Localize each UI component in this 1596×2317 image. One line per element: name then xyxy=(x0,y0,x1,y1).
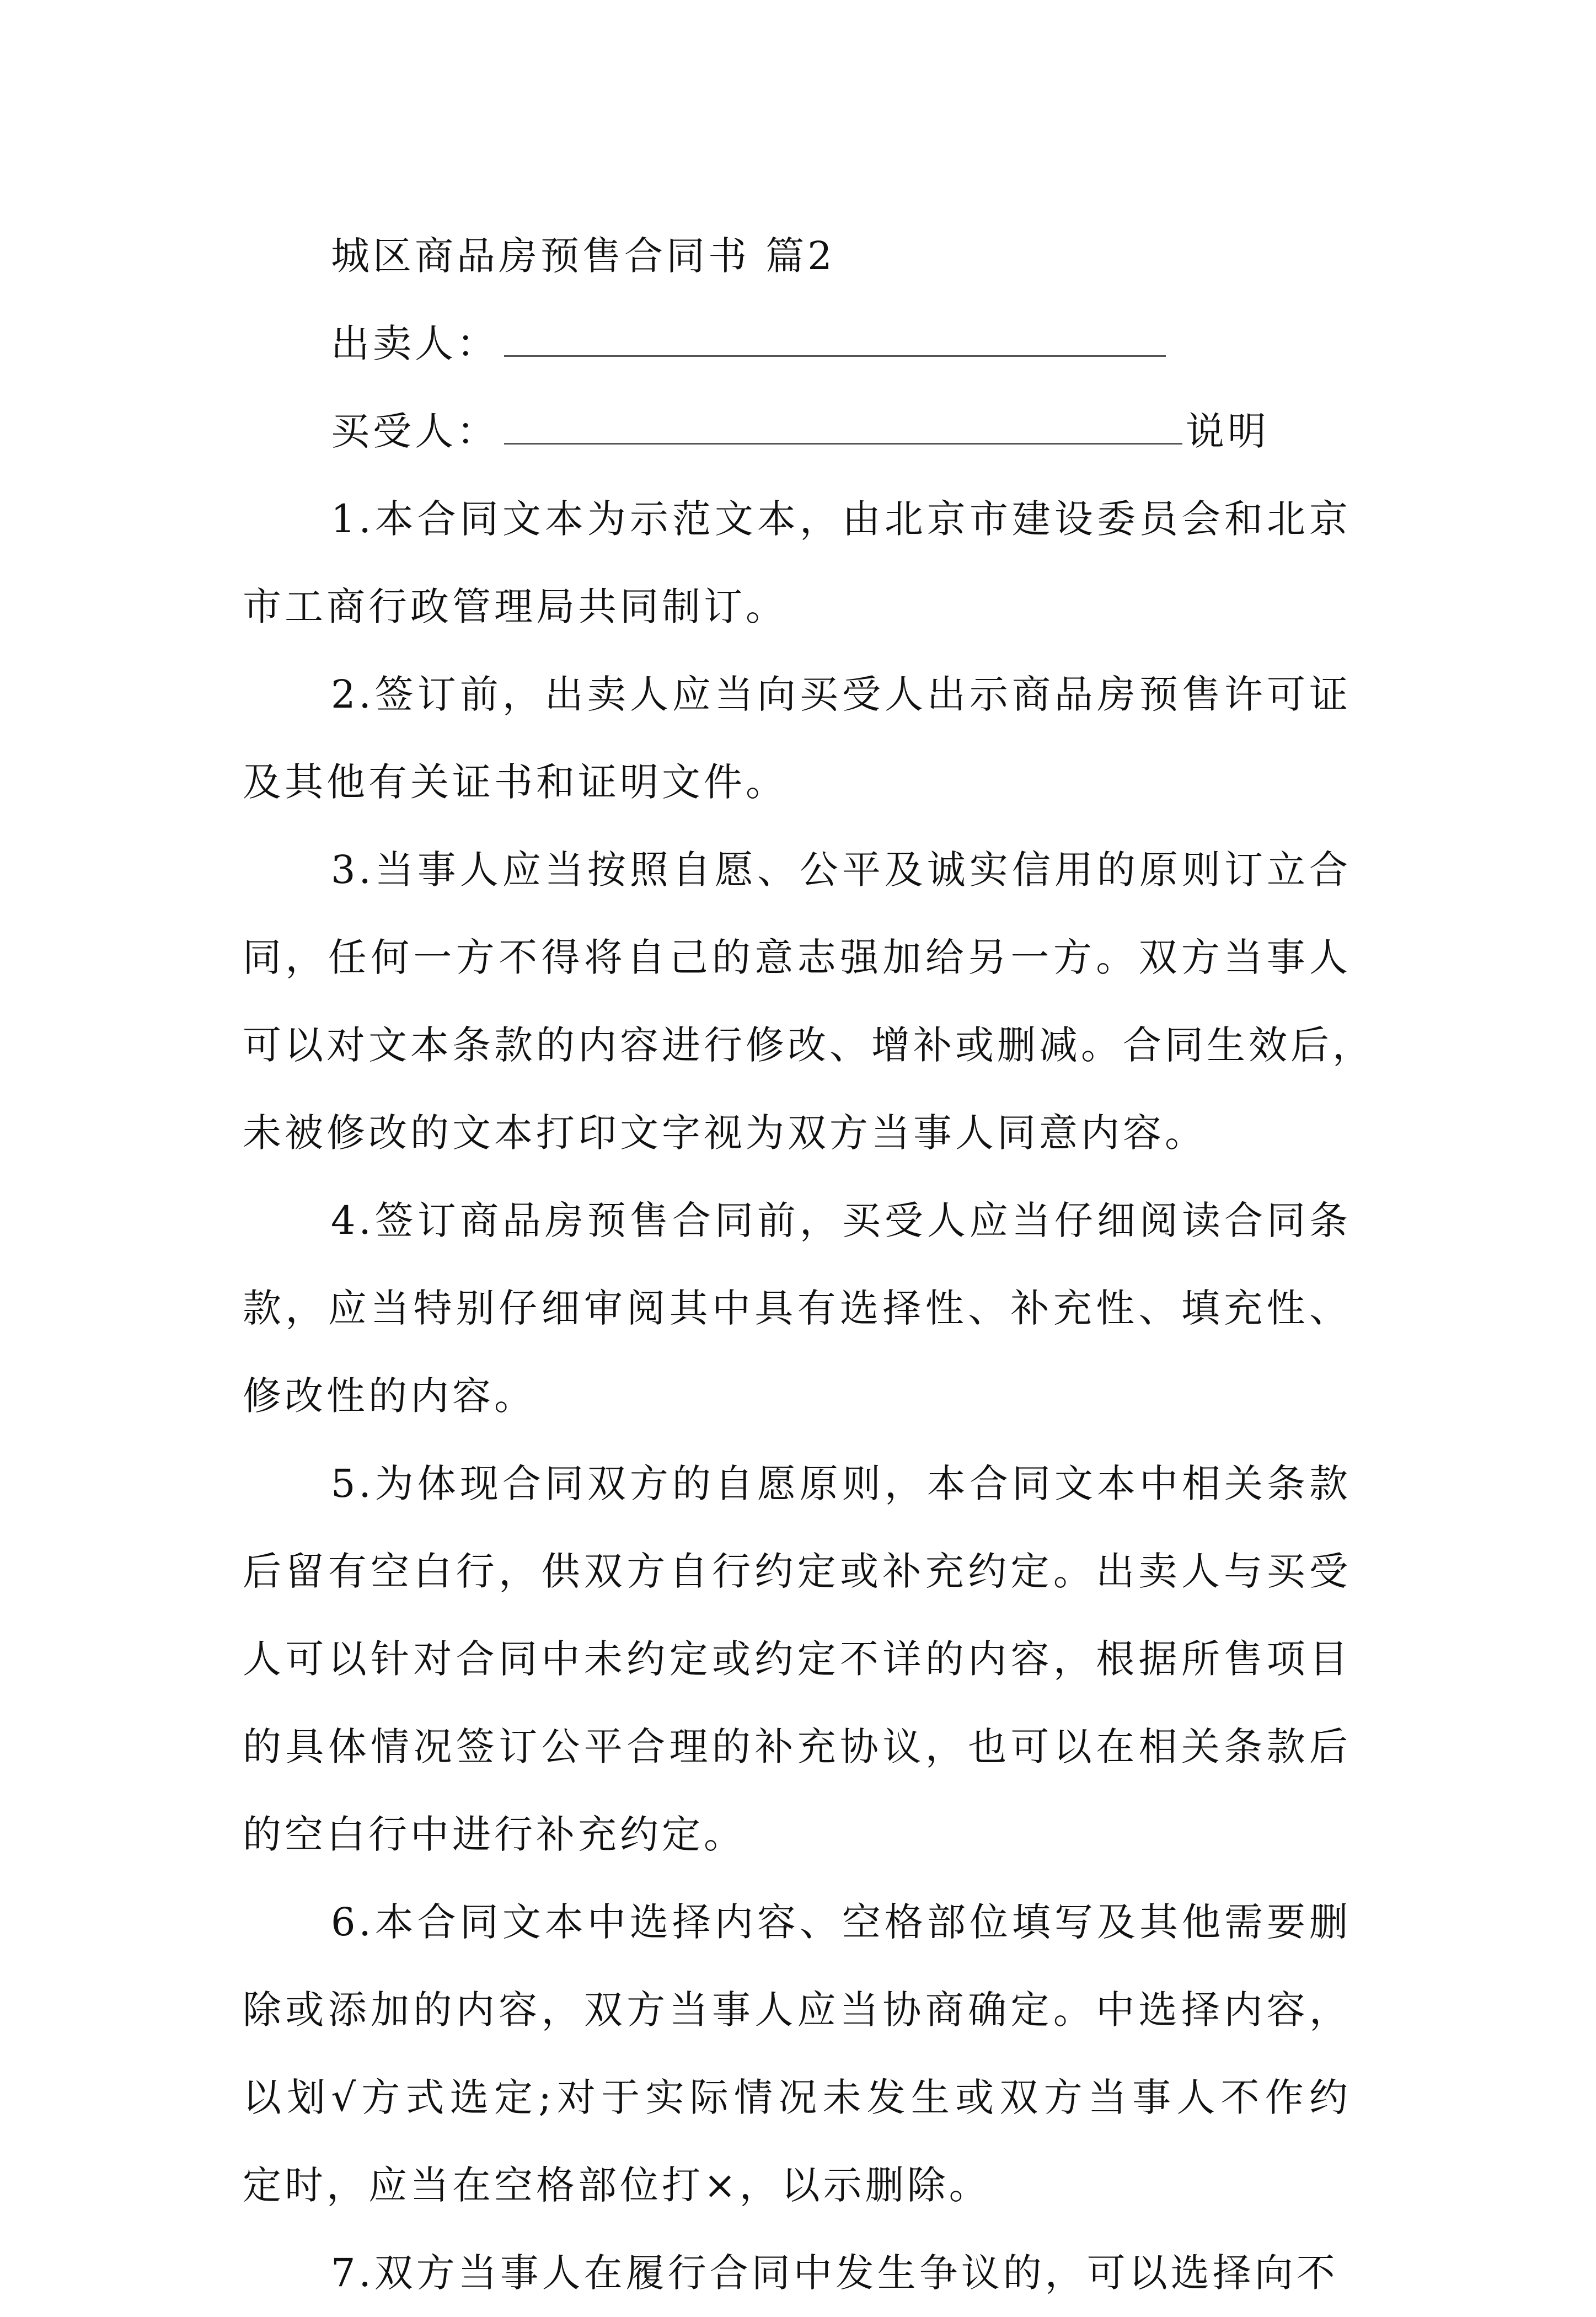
paragraph-line: 的空白行中进行补充约定。 xyxy=(243,1812,746,1857)
seller-label: 出卖人： xyxy=(331,321,499,366)
paragraph-line: 款，应当特别仔细审阅其中具有选择性、补充性、填充性、 xyxy=(243,1286,1351,1331)
paragraph-line: 3.当事人应当按照自愿、公平及诚实信用的原则订立合 xyxy=(331,847,1351,892)
seller-blank[interactable] xyxy=(504,322,1166,357)
paragraph-line: 市工商行政管理局共同制订。 xyxy=(243,584,788,629)
paragraph-line: 2.签订前，出卖人应当向买受人出示商品房预售许可证 xyxy=(331,672,1351,717)
paragraph xyxy=(243,475,1351,651)
paragraph-line: 后留有空白行，供双方自行约定或补充约定。出卖人与买受 xyxy=(243,1549,1351,1594)
paragraph-line: 同，任何一方不得将自己的意志强加给另一方。双方当事人 xyxy=(243,935,1351,980)
paragraph-line: 的具体情况签订公平合理的补充协议，也可以在相关条款后 xyxy=(243,1724,1351,1769)
paragraph xyxy=(243,826,1374,1177)
paragraph-line: 可以对文本条款的内容进行修改、增补或删减。合同生效后， xyxy=(243,1023,1374,1068)
paragraph xyxy=(243,2229,1351,2317)
paragraph-line: 以划√方式选定;对于实际情况未发生或双方当事人不作约 xyxy=(243,2075,1351,2120)
paragraph-line: 未被修改的文本打印文字视为双方当事人同意内容。 xyxy=(243,1110,1207,1155)
paragraph xyxy=(243,1177,1351,1440)
paragraph-line: 5.为体现合同双方的自愿原则，本合同文本中相关条款 xyxy=(331,1461,1351,1506)
paragraph-line: 4.签订商品房预售合同前，买受人应当仔细阅读合同条 xyxy=(331,1198,1351,1243)
paragraph xyxy=(243,651,1351,826)
paragraph-line: 及其他有关证书和证明文件。 xyxy=(243,759,788,805)
paragraph xyxy=(243,1879,1351,2229)
paragraph-line: 修改性的内容。 xyxy=(243,1373,536,1419)
seller-field[interactable] xyxy=(243,300,1351,388)
paragraph xyxy=(243,1440,1351,1879)
paragraph-line: 6.本合同文本中选择内容、空格部位填写及其他需要删 xyxy=(331,1899,1351,1945)
document-title: 城区商品房预售合同书 篇2 xyxy=(331,233,836,279)
buyer-blank[interactable] xyxy=(504,410,1182,445)
buyer-field[interactable] xyxy=(243,388,1351,475)
paragraph-line: 7.双方当事人在履行合同中发生争议的，可以选择向不 xyxy=(331,2250,1338,2295)
buyer-label: 买受人： xyxy=(331,409,499,454)
instruction-paragraphs xyxy=(243,475,1374,2317)
document-body xyxy=(243,212,1374,2317)
buyer-suffix: 说明 xyxy=(1186,409,1270,454)
paragraph-line: 定时，应当在空格部位打×，以示删除。 xyxy=(243,2163,991,2208)
paragraph-line: 除或添加的内容，双方当事人应当协商确定。中选择内容， xyxy=(243,1987,1351,2032)
paragraph-line: 人可以针对合同中未约定或约定不详的内容，根据所售项目 xyxy=(243,1636,1351,1682)
paragraph-line: 1.本合同文本为示范文本，由北京市建设委员会和北京 xyxy=(331,496,1351,542)
